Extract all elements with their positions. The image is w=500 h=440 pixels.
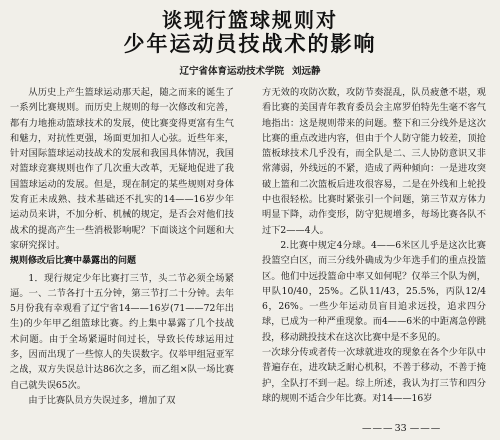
paragraph-issue-1: 1．现行规定少年比赛打三节，头二节必须全场紧逼。一、二节各打十五分钟，第三节打二十分钟。去年5月份我有幸观看了辽宁省14——16岁(71——72年出生)的少年甲乙组篮球比赛。约上集中暴露了几个技战术问题。由于全场紧逼时间过长，导致长传球运用过多，因而出现了一些惊人的失误数字。仅举甲组冠亚军之战，双方失误总计达86次之多，而乙组×队一场比赛自己就失误65次。 (10, 272, 234, 391)
article-title-line2: 少年运动员技战术的影响 (123, 32, 377, 56)
byline (0, 63, 500, 77)
page-number-footer: — — — 33 — — — (362, 423, 440, 434)
article-title-line1: 谈现行篮球规则对 (162, 8, 338, 32)
paragraph-continued: 由于比赛队员方失误过多，增加了双 (28, 394, 176, 406)
paragraph-conclusion: 一次球分传或者传一次球就进攻的现象在各个少年队中普遍存在，进攻缺乏耐心机积，不善于移动，不善于掩护，全队打不到一起。综上所述，我认为打三节和四分球的规则不适合少年比赛。对14——16岁 (262, 347, 486, 404)
paragraph-issue-2: 2.比赛中规定4分球。4——6米区儿乎是这次比赛投篮空白区，而三分线外确成为少年选手们的重点投篮区。他们中远投篮命中率又如何呢？仅举三个队为例，甲队10/40，25%。乙队11/43，25.5%，丙队12/46，26%。一些少年运动员盲目追求远投，追求四分球，已成为一种严重现象。而4——6米的中距离急停跳投，移动跳投技术在这次比赛中是不多见的。 (262, 239, 486, 343)
author-name: 刘远静 (292, 66, 321, 77)
paragraph-continuation: 方无效的攻防次数，攻防节奏混乱，队员疲惫不堪，观看比赛的美国青年教育委员会主席罗伯特先生毫不客气地指出：这是规则带来的问题。整下和三分线外是这次比赛的重点改进内容，但由于个人防守能力较差，顶抢篮板球技术几乎没有，而全队是二、三人协防意识又非常薄弱，外线远的不紧，造成了两种倾向：一是进攻突破上篮和二次篮板后进攻很容易，二是在外线和上轮投中也很轻松。比赛时紧张引一个问题，第三节双方体力明显下降，动作变形，防守犯规增多，每场比赛各队不过下2——4人。 (262, 87, 486, 236)
institution-name: 辽宁省体育运动技术学院 (179, 66, 284, 77)
section-heading: 规则修改后比赛中暴露出的问题 (10, 256, 137, 267)
paragraph-intro: 从历史上产生篮球运动那天起，随之而来的诞生了一系列比赛规则。而历史上规则的每一次修改和完善，都有力地推动篮球技术的发展，使比赛变得更富有生气和魅力，对抗性更强，场面更加扣人心弦。近些年来，针对国际篮球运动技战术的发展和我国具体情况，我国对篮球竞赛规则也作了几次重大改革，无疑地促进了我国篮球运动的发展。但是，现在制定的某些规则对身体发育正未成熟、技术基础还不扎实的14——16岁少年运动员来讲，不加分析、机械的规定，是否会对他们技战术的提高产生一些消极影响呢？下面谈这个问题和大家研究探讨。 (10, 87, 234, 251)
left-column (10, 85, 234, 408)
right-column (262, 85, 486, 406)
page-number: 33 (394, 423, 407, 434)
